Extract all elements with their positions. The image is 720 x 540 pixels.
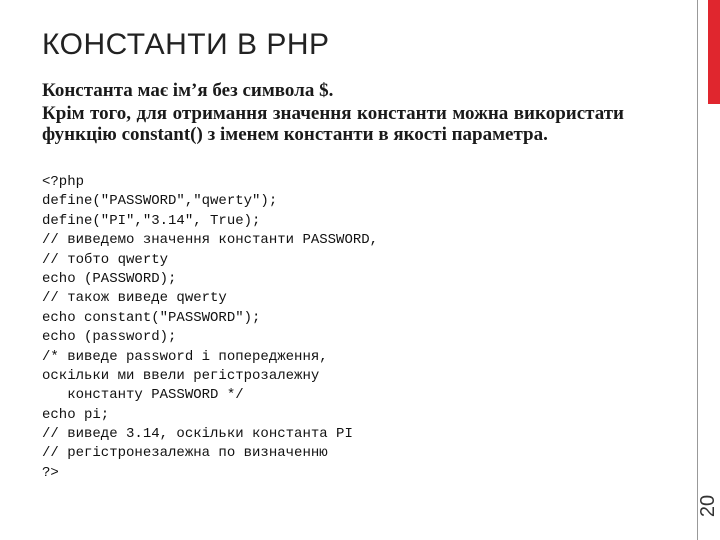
code-line: // виведе 3.14, оскільки константа PI [42, 426, 353, 443]
slide-body [42, 80, 624, 145]
code-line: <?php [42, 174, 85, 190]
code-line: echo (PASSWORD); [42, 270, 177, 287]
code-line: оскільки ми ввели регістрозалежну [42, 367, 320, 384]
body-line-2: Крім того, для отримання значення константи можна використати функцію constant() з іменем константи в якості параметра. [42, 103, 624, 145]
code-line: константу PASSWORD */ [42, 387, 244, 404]
code-line: /* виведе password і попередження, [42, 348, 328, 365]
code-line: define("PASSWORD","qwerty"); [42, 193, 278, 210]
accent-bar [708, 0, 720, 104]
side-divider-line [697, 0, 698, 540]
page-number: 20 [697, 494, 719, 518]
code-line: // тобто qwerty [42, 251, 169, 268]
code-line: ?> [42, 464, 59, 481]
code-line: echo pi; [42, 406, 110, 423]
code-line: // регістронезалежна по визначенню [42, 445, 328, 462]
code-line: // виведемо значення константи PASSWORD, [42, 232, 379, 249]
code-line: echo constant("PASSWORD"); [42, 309, 261, 326]
slide-title: КОНСТАНТИ В PHP [42, 28, 330, 61]
body-line-1: Константа має ім’я без символа $. [42, 80, 334, 101]
code-line: define("PI","3.14", True); [42, 212, 261, 229]
code-block [42, 173, 378, 483]
code-line: // також виведе qwerty [42, 290, 227, 307]
code-line: echo (password); [42, 329, 177, 346]
